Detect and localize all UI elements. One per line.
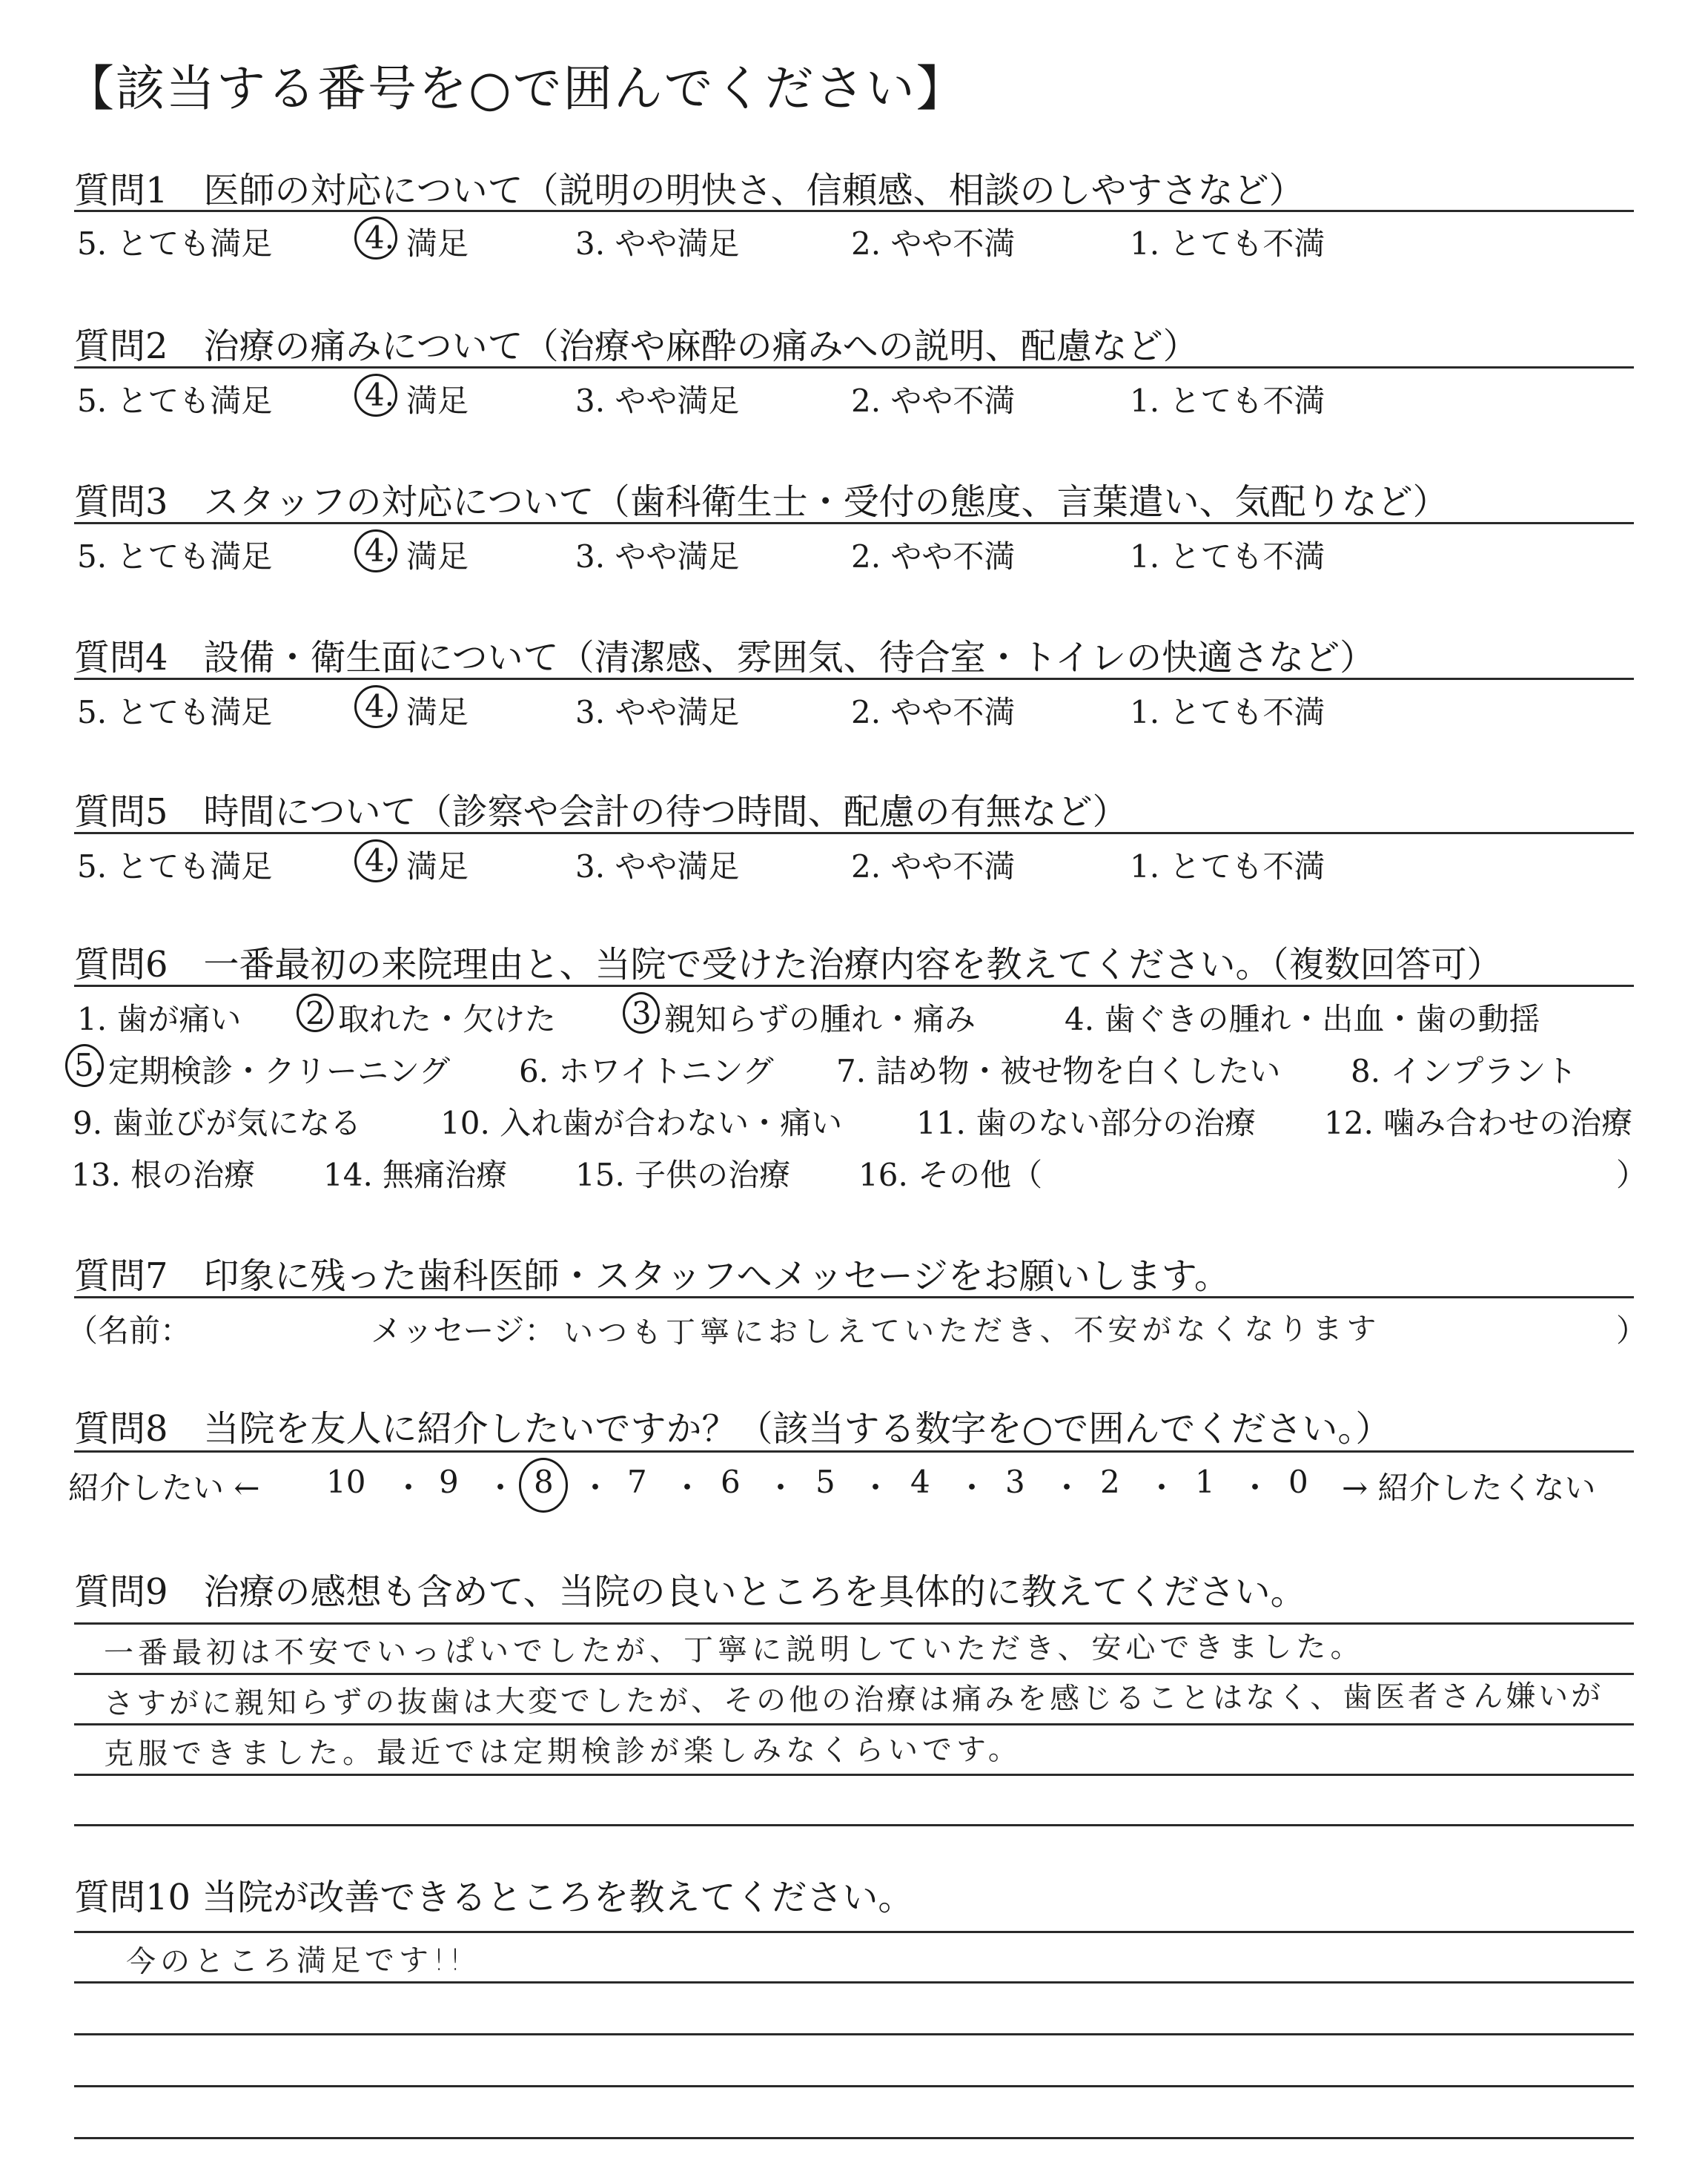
q5-option-1[interactable]: 1. とても不満: [1130, 848, 1325, 885]
question-3-label: 質問3 スタッフの対応について（歯科衛生士・受付の態度、言葉遣い、気配りなど）: [74, 481, 1449, 523]
q8-scale-8[interactable]: 8: [534, 1464, 554, 1500]
q2-option-1[interactable]: 1. とても不満: [1130, 383, 1325, 419]
q4-option-3[interactable]: 3. やや満足: [575, 694, 740, 730]
q6-other-close-paren: ）: [1616, 1157, 1648, 1193]
q8-scale-4[interactable]: 4: [910, 1464, 930, 1500]
q1-option-3[interactable]: 3. やや満足: [575, 225, 740, 262]
q8-scale-dot: ・: [860, 1470, 892, 1506]
q2-option-3[interactable]: 3. やや満足: [575, 383, 740, 419]
q6-option-8[interactable]: 8. インプラント: [1351, 1053, 1578, 1089]
question-5-rule: [74, 832, 1634, 834]
q6-option-2[interactable]: 2: [305, 995, 325, 1031]
q4-option-4[interactable]: 4.: [365, 688, 395, 724]
q4-option-2[interactable]: 2. やや不満: [851, 694, 1016, 730]
question-4-rule: [74, 678, 1634, 680]
question-8-label: 質問8 当院を友人に紹介したいですか？（該当する数字を○で囲んでください。）: [74, 1408, 1391, 1450]
q8-scale-dot: ・: [956, 1470, 988, 1506]
q8-right-label: → 紹介したくない: [1342, 1470, 1596, 1506]
q8-scale-dot: ・: [1051, 1470, 1083, 1506]
question-5-label: 質問5 時間について（診察や会計の待つ時間、配慮の有無など）: [74, 791, 1128, 833]
q10-answer-line: [74, 1931, 1634, 1933]
q4-option-5[interactable]: 5. とても満足: [77, 694, 273, 730]
q9-answer-line: [74, 1622, 1634, 1625]
q2-option-5[interactable]: 5. とても満足: [77, 383, 273, 419]
q8-scale-dot: ・: [580, 1470, 612, 1506]
question-7-label: 質問7 印象に残った歯科医師・スタッフへメッセージをお願いします。: [74, 1255, 1230, 1297]
q9-answer-text-line: 一番最初は不安でいっぱいでしたが、丁寧に説明していただき、安心できました。: [103, 1630, 1365, 1671]
question-2-label: 質問2 治療の痛みについて（治療や麻酔の痛みへの説明、配慮など）: [74, 326, 1199, 367]
q1-option-5[interactable]: 5. とても満足: [77, 225, 273, 262]
question-6-rule: [74, 985, 1634, 987]
q9-answer-line: [74, 1824, 1634, 1826]
q6-option-1[interactable]: 1. 歯が痛い: [77, 1001, 242, 1037]
q6-option-10[interactable]: 10. 入れ歯が合わない・痛い: [440, 1105, 843, 1141]
q6-option-7[interactable]: 7. 詰め物・被せ物を白くしたい: [836, 1053, 1281, 1089]
q8-scale-dot: ・: [1146, 1470, 1178, 1506]
q7-message-label: メッセージ：: [371, 1312, 556, 1349]
q6-option-6[interactable]: 6. ホワイトニング: [519, 1053, 774, 1089]
q3-option-4-label: 満足: [406, 538, 469, 575]
q4-option-4-label: 満足: [406, 694, 469, 730]
q8-scale-5[interactable]: 5: [815, 1464, 835, 1500]
q3-option-3[interactable]: 3. やや満足: [575, 538, 740, 575]
q1-option-2[interactable]: 2. やや不満: [851, 225, 1016, 262]
q6-option-15[interactable]: 15. 子供の治療: [575, 1157, 791, 1193]
q8-scale-7[interactable]: 7: [627, 1464, 647, 1500]
question-1-rule: [74, 210, 1634, 212]
q5-option-4-label: 満足: [406, 848, 469, 885]
q8-scale-dot: ・: [393, 1470, 425, 1506]
q9-answer-text-line: さすがに親知らずの抜歯は大変でしたが、その他の治療は痛みを感じることはなく、歯医者さん嫌いが: [103, 1679, 1604, 1721]
question-1-label: 質問1 医師の対応について（説明の明快さ、信頼感、相談のしやすさなど）: [74, 170, 1305, 211]
q10-answer-line: [74, 2137, 1634, 2139]
q8-scale-dot: ・: [672, 1470, 704, 1506]
q3-option-2[interactable]: 2. やや不満: [851, 538, 1016, 575]
q5-option-3[interactable]: 3. やや満足: [575, 848, 740, 885]
q9-answer-text-line: 克服できました。最近では定期検診が楽しみなくらいです。: [103, 1732, 1022, 1771]
q8-scale-2[interactable]: 2: [1100, 1464, 1120, 1500]
q6-option-2-label: 取れた・欠けた: [338, 1001, 557, 1037]
question-6-label: 質問6 一番最初の来院理由と、当院で受けた治療内容を教えてください。（複数回答可）: [74, 944, 1503, 985]
q8-scale-6[interactable]: 6: [721, 1464, 741, 1500]
q9-answer-line: [74, 1723, 1634, 1725]
q5-option-5[interactable]: 5. とても満足: [77, 848, 273, 885]
q6-option-16[interactable]: 16. その他（: [858, 1157, 1043, 1193]
q9-answer-line: [74, 1774, 1634, 1776]
q8-scale-1[interactable]: 1: [1195, 1464, 1215, 1500]
q5-option-4[interactable]: 4.: [365, 842, 395, 879]
q8-scale-9[interactable]: 9: [439, 1464, 459, 1500]
question-8-rule: [74, 1450, 1634, 1453]
q7-close-paren: ）: [1616, 1312, 1648, 1349]
q6-option-13[interactable]: 13. 根の治療: [71, 1157, 256, 1193]
q6-option-5-label: 定期検診・クリーニング: [108, 1053, 451, 1089]
q6-option-3-label: 親知らずの腫れ・痛み: [664, 1001, 976, 1037]
q2-option-4-label: 満足: [406, 383, 469, 419]
q3-option-1[interactable]: 1. とても不満: [1130, 538, 1325, 575]
q8-scale-dot: ・: [765, 1470, 797, 1506]
q10-answer-line: [74, 1981, 1634, 1984]
q6-option-9[interactable]: 9. 歯並びが気になる: [73, 1105, 362, 1141]
q6-option-14[interactable]: 14. 無痛治療: [323, 1157, 508, 1193]
q8-left-label: 紹介したい ←: [68, 1470, 260, 1506]
question-2-rule: [74, 366, 1634, 369]
q1-option-1[interactable]: 1. とても不満: [1130, 225, 1325, 262]
q10-answer-line: [74, 2033, 1634, 2035]
question-3-rule: [74, 522, 1634, 524]
q4-option-1[interactable]: 1. とても不満: [1130, 694, 1325, 730]
q6-option-4[interactable]: 4. 歯ぐきの腫れ・出血・歯の動揺: [1065, 1001, 1540, 1037]
q3-option-5[interactable]: 5. とても満足: [77, 538, 273, 575]
q7-name-label: （名前：: [67, 1312, 192, 1349]
q1-option-4-label: 満足: [406, 225, 469, 262]
question-10-label: 質問10 当院が改善できるところを教えてください。: [74, 1877, 914, 1918]
question-4-label: 質問4 設備・衛生面について（清潔感、雰囲気、待合室・トイレの快適さなど）: [74, 637, 1376, 678]
question-9-label: 質問9 治療の感想も含めて、当院の良いところを具体的に教えてください。: [74, 1571, 1306, 1613]
q3-option-4[interactable]: 4.: [365, 532, 395, 569]
q6-option-11[interactable]: 11. 歯のない部分の治療: [916, 1105, 1257, 1141]
q10-answer-text-line: 今のところ満足です!!: [125, 1943, 466, 1979]
q6-option-5[interactable]: 5.: [74, 1047, 105, 1083]
page-title: 【該当する番号を○で囲んでください】: [65, 60, 967, 117]
q8-scale-dot: ・: [485, 1470, 517, 1506]
q8-scale-10[interactable]: 10: [326, 1464, 366, 1500]
q8-scale-dot: ・: [1239, 1470, 1271, 1506]
q10-answer-line: [74, 2085, 1634, 2087]
q2-option-4[interactable]: 4.: [365, 377, 395, 413]
q6-option-12[interactable]: 12. 噛み合わせの治療: [1324, 1105, 1633, 1141]
q5-option-2[interactable]: 2. やや不満: [851, 848, 1016, 885]
q8-scale-0[interactable]: 0: [1288, 1464, 1308, 1500]
q6-option-3[interactable]: 3.: [632, 995, 662, 1031]
q2-option-2[interactable]: 2. やや不満: [851, 383, 1016, 419]
question-7-rule: [74, 1296, 1634, 1298]
q8-scale-3[interactable]: 3: [1005, 1464, 1025, 1500]
q1-option-4[interactable]: 4.: [365, 219, 395, 256]
q7-message-handwritten[interactable]: いつも丁寧におしえていただき、不安がなくなります: [563, 1312, 1381, 1350]
